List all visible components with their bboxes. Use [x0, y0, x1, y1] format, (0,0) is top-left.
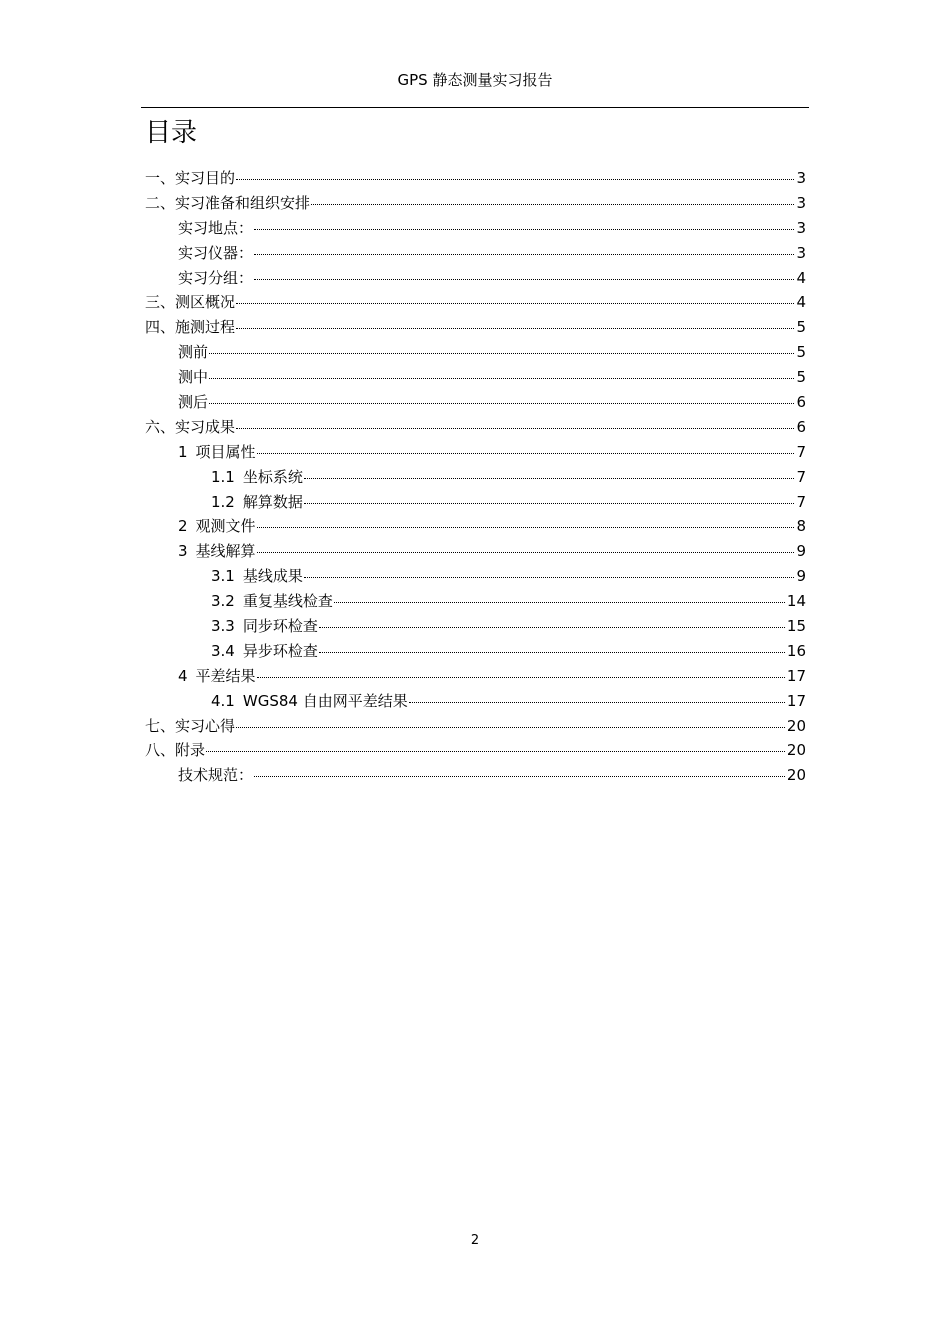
- toc-entry-page: 17: [786, 691, 806, 710]
- toc-entry[interactable]: [145, 266, 806, 291]
- dot-leader: [304, 503, 795, 504]
- page-number: 2: [470, 1233, 480, 1248]
- toc-entry-page: 3: [796, 193, 806, 212]
- toc-entry-label: 平差结果: [195, 666, 256, 685]
- dot-leader: [254, 229, 794, 230]
- toc-entry[interactable]: [145, 490, 806, 515]
- toc-entry-number: 4.1: [211, 691, 235, 710]
- toc-entry-number: 3: [178, 542, 188, 561]
- toc-entry-label: 四、施测过程: [145, 318, 236, 337]
- toc-entry[interactable]: [145, 166, 806, 191]
- dot-leader: [319, 627, 785, 628]
- toc-entry[interactable]: [145, 340, 806, 365]
- dot-leader: [206, 751, 785, 752]
- toc-entry-page: 7: [796, 467, 806, 486]
- toc-entry-label: WGS84 自由网平差结果: [242, 691, 408, 710]
- toc-entry-page: 7: [796, 492, 806, 511]
- toc-entry-label: 测前: [178, 343, 209, 362]
- dot-leader: [236, 428, 794, 429]
- toc-entry-label: 一、实习目的: [145, 169, 236, 187]
- dot-leader: [254, 776, 785, 777]
- toc-entry[interactable]: [145, 365, 806, 390]
- toc-entry-page: 9: [796, 567, 806, 586]
- toc-entry-label: 解算数据: [242, 492, 303, 511]
- toc-entry-label: 八、附录: [145, 741, 206, 760]
- toc-entry-label: 基线解算: [195, 542, 256, 561]
- toc-entry-label: 异步环检查: [242, 641, 318, 660]
- toc-entry-page: 17: [786, 666, 806, 685]
- dot-leader: [236, 303, 794, 304]
- toc-entry-page: 15: [786, 617, 806, 636]
- toc-entry-label: 坐标系统: [242, 467, 303, 486]
- toc-entry[interactable]: [145, 415, 806, 440]
- toc-entry-label: 测中: [178, 368, 209, 387]
- dot-leader: [254, 279, 794, 280]
- toc-entry-page: 6: [796, 393, 806, 412]
- toc-entry-page: 4: [796, 268, 806, 287]
- dot-leader: [409, 702, 785, 703]
- toc-entry-page: 20: [786, 741, 806, 760]
- toc-entry-label: 六、实习成果: [145, 417, 236, 436]
- toc-entry[interactable]: [145, 738, 806, 763]
- toc-entry-page: 20: [786, 766, 806, 785]
- toc-entry-label: 三、测区概况: [145, 293, 236, 312]
- dot-leader: [236, 727, 785, 728]
- toc-entry-number: 3.4: [211, 641, 235, 660]
- toc-entry-label: 重复基线检查: [242, 592, 333, 611]
- toc-entry-page: 7: [796, 442, 806, 461]
- toc-entry[interactable]: [145, 689, 806, 714]
- toc-entry-label: 二、实习准备和组织安排: [145, 193, 311, 212]
- dot-leader: [209, 403, 794, 404]
- toc-entry-page: 9: [796, 542, 806, 561]
- dot-leader: [209, 353, 794, 354]
- toc-entry-label: 技术规范：: [178, 766, 254, 785]
- toc-entry-label: 基线成果: [242, 567, 303, 586]
- dot-leader: [257, 677, 785, 678]
- toc-entry-page: 20: [786, 716, 806, 735]
- toc-entry-page: 5: [796, 368, 806, 387]
- toc-entry-number: 4: [178, 666, 188, 685]
- toc-heading: 目录: [145, 118, 198, 148]
- dot-leader: [334, 602, 785, 603]
- toc-entry-label: 七、实习心得: [145, 716, 236, 735]
- toc-entry[interactable]: [145, 614, 806, 639]
- toc-entry[interactable]: [145, 763, 806, 788]
- toc-entry[interactable]: [145, 564, 806, 589]
- dot-leader: [236, 328, 794, 329]
- dot-leader: [304, 478, 795, 479]
- toc-entry[interactable]: [145, 589, 806, 614]
- toc-entry[interactable]: [145, 639, 806, 664]
- toc-entry-number: 3.1: [211, 567, 235, 586]
- toc-entry-number: 1.2: [211, 492, 235, 511]
- dot-leader: [254, 254, 794, 255]
- dot-leader: [209, 378, 794, 379]
- toc-entry[interactable]: [145, 290, 806, 315]
- toc-entry[interactable]: [145, 191, 806, 216]
- dot-leader: [257, 527, 795, 528]
- toc-entry-label: 项目属性: [195, 442, 256, 461]
- toc-entry[interactable]: [145, 514, 806, 539]
- dot-leader: [319, 652, 785, 653]
- toc-entry[interactable]: [145, 241, 806, 266]
- toc-entry-page: 6: [796, 417, 806, 436]
- running-header-title: GPS 静态测量实习报告: [397, 71, 553, 89]
- toc-entry-number: 1.1: [211, 467, 235, 486]
- toc-entry[interactable]: [145, 714, 806, 739]
- table-of-contents: [145, 166, 806, 788]
- toc-entry-label: 观测文件: [195, 517, 256, 536]
- toc-entry-number: 2: [178, 517, 188, 536]
- toc-entry[interactable]: [145, 664, 806, 689]
- toc-entry-page: 3: [796, 218, 806, 237]
- toc-entry-label: 同步环检查: [242, 617, 318, 636]
- toc-entry-number: 1: [178, 442, 188, 461]
- dot-leader: [257, 552, 795, 553]
- toc-entry-label: 实习分组：: [178, 268, 254, 287]
- toc-entry-label: 实习仪器：: [178, 243, 254, 262]
- dot-leader: [304, 577, 795, 578]
- toc-entry-page: 8: [796, 517, 806, 536]
- toc-entry-page: 14: [786, 592, 806, 611]
- toc-entry[interactable]: [145, 390, 806, 415]
- toc-entry-number: 3.3: [211, 617, 235, 636]
- toc-entry-page: 5: [796, 318, 806, 337]
- dot-leader: [236, 179, 794, 180]
- dot-leader: [311, 204, 794, 205]
- toc-entry-label: 实习地点：: [178, 218, 254, 237]
- toc-entry-page: 5: [796, 343, 806, 362]
- dot-leader: [257, 453, 795, 454]
- toc-entry-page: 4: [796, 293, 806, 312]
- toc-entry[interactable]: [145, 440, 806, 465]
- toc-entry-page: 3: [796, 243, 806, 262]
- toc-entry-page: 16: [786, 641, 806, 660]
- header-rule: [141, 107, 809, 108]
- toc-entry-label: 测后: [178, 393, 209, 412]
- toc-entry[interactable]: [145, 465, 806, 490]
- toc-entry-page: 3: [796, 169, 806, 187]
- toc-entry[interactable]: [145, 216, 806, 241]
- toc-entry[interactable]: [145, 539, 806, 564]
- toc-entry[interactable]: [145, 315, 806, 340]
- toc-entry-number: 3.2: [211, 592, 235, 611]
